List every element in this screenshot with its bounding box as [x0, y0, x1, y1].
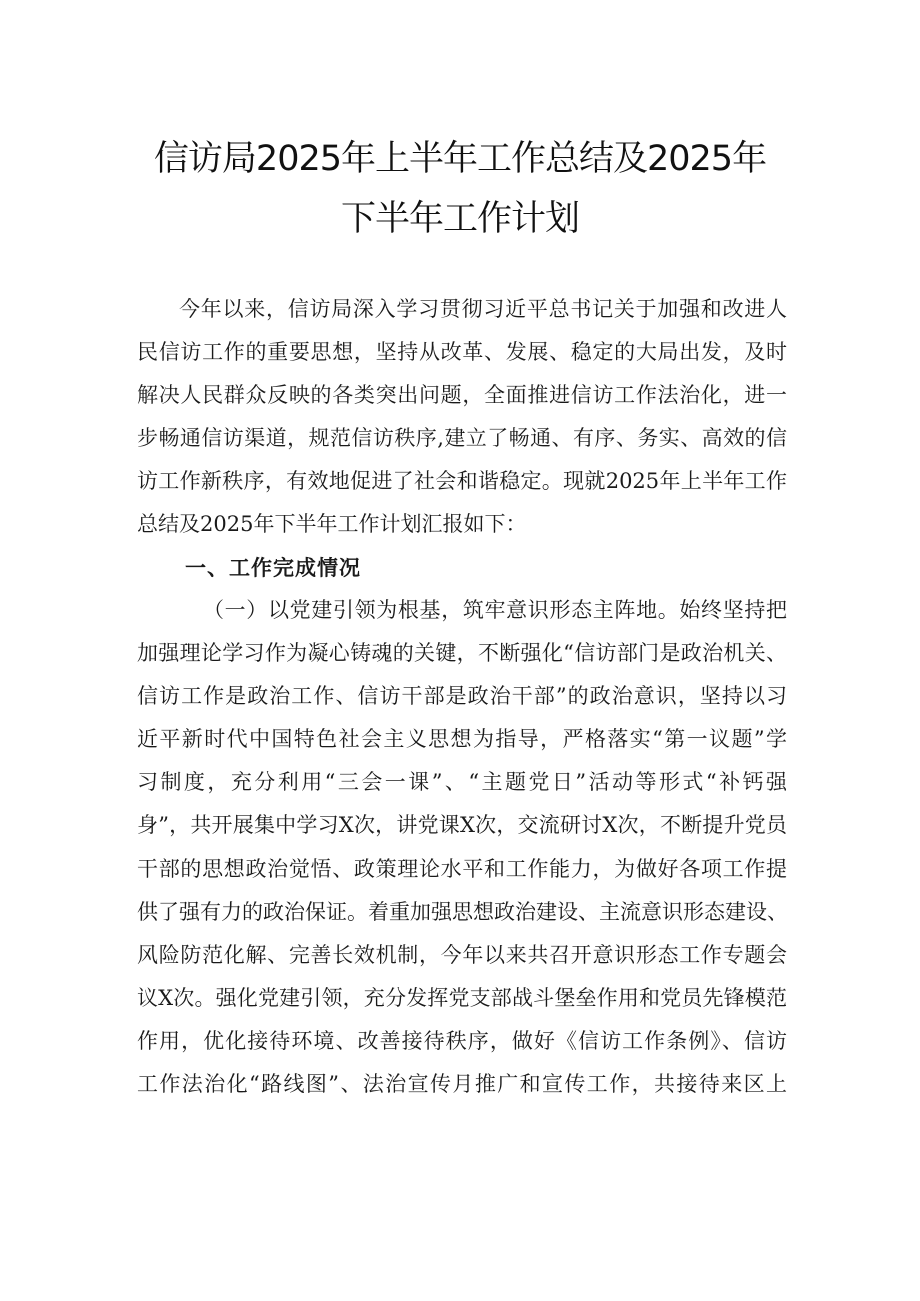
section-heading: 一、工作完成情况	[185, 555, 361, 580]
section-1-line: 工作法治化“路线图”、法治宣传月推广和宣传工作，共接待来区上	[137, 1072, 787, 1097]
intro-line: 总结及2025年下半年工作计划汇报如下：	[137, 512, 527, 537]
intro-line: 今年以来，信访局深入学习贯彻习近平总书记关于加强和改进人	[179, 297, 787, 321]
section-1-line: 身”，共开展集中学习X次，讲党课X次，交流研讨X次，不断提升党员	[137, 813, 787, 838]
section-1-line: （一）以党建引领为根基，筑牢意识形态主阵地。始终坚持把	[203, 598, 787, 622]
section-1-line: 习制度，充分利用“三会一课”、“主题党日”活动等形式“补钙强	[137, 770, 787, 795]
section-1-line: 近平新时代中国特色社会主义思想为指导，严格落实“第一议题”学	[137, 727, 787, 752]
intro-line: 民信访工作的重要思想，坚持从改革、发展、稳定的大局出发，及时	[137, 340, 787, 365]
document-title-line-2: 下半年工作计划	[340, 199, 579, 239]
intro-line: 访工作新秩序，有效地促进了社会和谐稳定。现就2025年上半年工作	[137, 469, 787, 494]
document-title-line-1: 信访局2025年上半年工作总结及2025年	[153, 139, 767, 179]
section-1-line: 议X次。强化党建引领，充分发挥党支部战斗堡垒作用和党员先锋模范	[137, 985, 787, 1010]
intro-line: 解决人民群众反映的各类突出问题，全面推进信访工作法治化，进一	[137, 383, 787, 408]
section-1-line: 信访工作是政治工作、信访干部是政治干部”的政治意识，坚持以习	[137, 684, 787, 709]
intro-paragraph	[137, 288, 787, 547]
section-1-line: 风险防范化解、完善长效机制，今年以来共召开意识形态工作专题会	[137, 942, 787, 967]
section-1-line: 供了强有力的政治保证。着重加强思想政治建设、主流意识形态建设、	[137, 899, 788, 924]
intro-line: 步畅通信访渠道，规范信访秩序,建立了畅通、有序、务实、高效的信	[137, 426, 787, 451]
section-1-line: 作用，优化接待环境、改善接待秩序，做好《信访工作条例》、信访	[137, 1028, 787, 1053]
section-1-line: 加强理论学习作为凝心铸魂的关键，不断强化“信访部门是政治机关、	[137, 641, 787, 666]
section-1-line: 干部的思想政治觉悟、政策理论水平和工作能力，为做好各项工作提	[137, 856, 787, 881]
section-1-paragraph	[137, 589, 787, 1106]
